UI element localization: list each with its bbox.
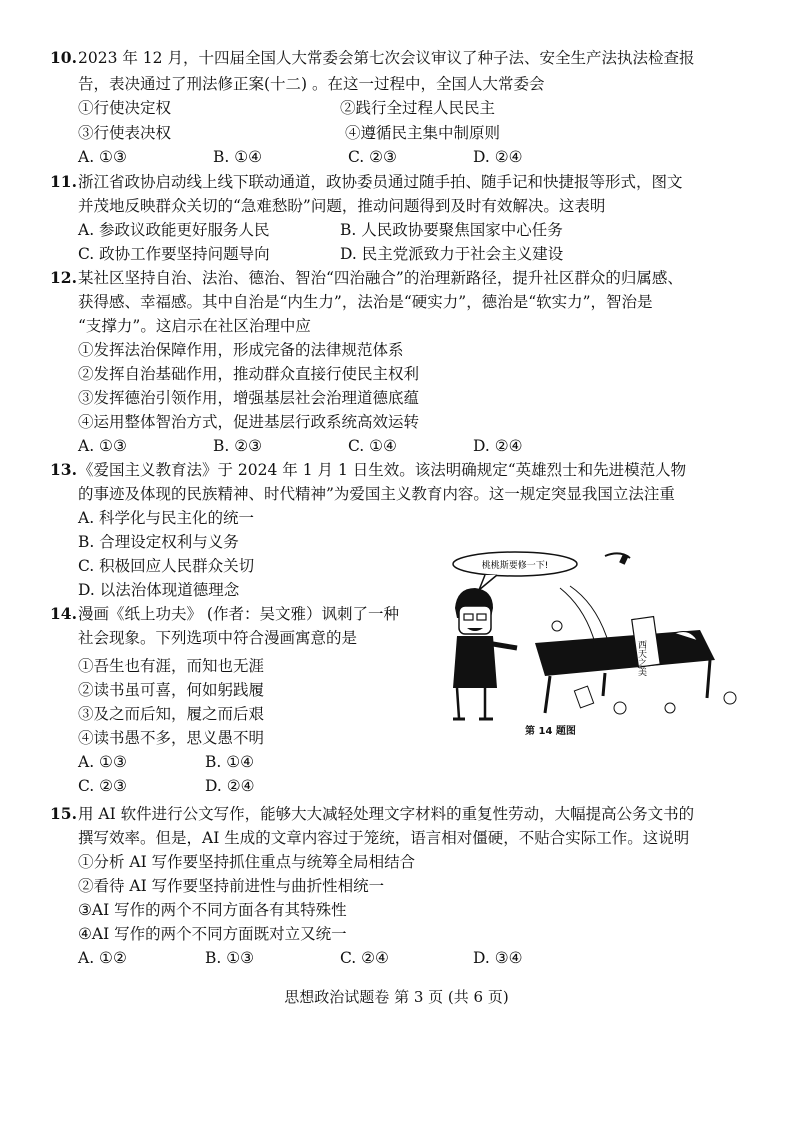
person-figure [453, 588, 517, 719]
q13-stem-line2: 的事迹及体现的民族精神、时代精神”为爱国主义教育内容。这一规定突显我国立法注重 [78, 485, 675, 503]
q12-item-2: ②发挥自治基础作用，推动群众直接行使民主权利 [78, 365, 420, 383]
desk-paper-text: 西天之美 [636, 640, 646, 676]
q12-item-3: ③发挥德治引领作用，增强基层社会治理道德底蕴 [78, 389, 420, 407]
q10-item-2: ②践行全过程人民民主 [340, 99, 496, 117]
q14-option-b: B. ①④ [205, 753, 255, 771]
desk-drawing [535, 617, 715, 713]
q11-option-d: D. 民主党派致力于社会主义建设 [340, 245, 564, 263]
q13-stem-line1: 《爱国主义教育法》于 2024 年 1 月 1 日生效。该法明确规定“英雄烈士和先进模范人物 [78, 461, 687, 479]
q11-stem-line2: 并茂地反映群众关切的“急难愁盼”问题，推动问题得到及时有效解决。这表明 [78, 197, 606, 215]
q14-item-4: ④读书愚不多，思义愚不明 [78, 729, 265, 747]
q14-item-3: ③及之而后知，履之而后艰 [78, 705, 265, 723]
q10-number: 10. [50, 48, 77, 67]
q10-item-1: ①行使决定权 [78, 99, 172, 117]
q14-number: 14. [50, 604, 77, 623]
q13-number: 13. [50, 460, 77, 479]
q15-item-3: ③AI 写作的两个不同方面各有其特殊性 [78, 901, 347, 919]
q14-stem-line1: 漫画《纸上功夫》 (作者：吴文雅）讽刺了一种 [78, 605, 399, 623]
q14-cartoon-image [445, 548, 745, 723]
q14-item-1: ①吾生也有涯，而知也无涯 [78, 657, 265, 675]
page-footer: 思想政治试题卷 第 3 页 (共 6 页) [284, 988, 509, 1006]
q12-number: 12. [50, 268, 77, 287]
q15-number: 15. [50, 804, 77, 823]
q13-option-b: B. 合理设定权利与义务 [78, 533, 239, 551]
q14-stem-line2: 社会现象。下列选项中符合漫画寓意的是 [78, 629, 358, 647]
q10-stem-line2: 告，表决通过了刑法修正案(十二) 。在这一过程中，全国人大常委会 [78, 75, 545, 93]
q15-stem-line2: 撰写效率。但是，AI 生成的文章内容过于笼统，语言相对僵硬，不贴合实际工作。这说明 [78, 829, 690, 847]
q10-option-c: C. ②③ [348, 148, 397, 166]
q14-item-2: ②读书虽可喜，何如躬践履 [78, 681, 265, 699]
q13-option-d: D. 以法治体现道德理念 [78, 581, 240, 599]
q11-stem-line1: 浙江省政协启动线上线下联动通道，政协委员通过随手拍、随手记和快捷报等形式，图文 [78, 173, 683, 191]
q15-option-a: A. ①② [78, 949, 127, 967]
q14-option-d: D. ②④ [205, 777, 255, 795]
q15-stem-line1: 用 AI 软件进行公文写作，能够大大减轻处理文字材料的重复性劳动，大幅提高公务文书的 [78, 805, 695, 823]
q15-option-c: C. ②④ [340, 949, 389, 967]
q14-option-a: A. ①③ [78, 753, 127, 771]
q12-item-1: ①发挥法治保障作用，形成完备的法律规范体系 [78, 341, 404, 359]
q10-option-a: A. ①③ [78, 148, 127, 166]
q12-option-c: C. ①④ [348, 437, 397, 455]
q12-option-b: B. ②③ [213, 437, 263, 455]
q14-option-c: C. ②③ [78, 777, 127, 795]
q11-option-b: B. 人民政协要聚焦国家中心任务 [340, 221, 563, 239]
q12-stem-line3: “支撑力”。这启示在社区治理中应 [78, 317, 311, 335]
q11-option-a: A. 参政议政能更好服务人民 [78, 221, 270, 239]
q10-option-b: B. ①④ [213, 148, 263, 166]
q10-item-3: ③行使表决权 [78, 124, 172, 142]
q12-stem-line1: 某社区坚持自治、法治、德治、智治“四治融合”的治理新路径，提升社区群众的归属感、 [78, 269, 683, 287]
q15-option-b: B. ①③ [205, 949, 255, 967]
q13-option-a: A. 科学化与民主化的统一 [78, 509, 255, 527]
q12-item-4: ④运用整体智治方式，促进基层行政系统高效运转 [78, 413, 420, 431]
q13-option-c: C. 积极回应人民群众关切 [78, 557, 255, 575]
q11-option-c: C. 政协工作要坚持问题导向 [78, 245, 270, 263]
q15-item-1: ①分析 AI 写作要坚持抓住重点与统筹全局相结合 [78, 853, 416, 871]
q14-figure-caption: 第 14 题图 [525, 726, 576, 737]
q10-stem-line1: 2023 年 12 月，十四届全国人大常委会第七次会议审议了种子法、安全生产法执法检查报 [78, 49, 695, 67]
q11-number: 11. [50, 172, 77, 191]
q12-stem-line2: 获得感、幸福感。其中自治是“内生力”，法治是“硬实力”，德治是“软实力”，智治是 [78, 293, 653, 311]
speech-bubble-text: 桃桃斯要修一下! [481, 561, 549, 571]
q15-item-4: ④AI 写作的两个不同方面既对立又统一 [78, 925, 347, 943]
q12-option-a: A. ①③ [78, 437, 127, 455]
q15-item-2: ②看待 AI 写作要坚持前进性与曲折性相统一 [78, 877, 385, 895]
q10-item-4: ④遵循民主集中制原则 [345, 124, 501, 142]
q10-option-d: D. ②④ [473, 148, 523, 166]
q15-option-d: D. ③④ [473, 949, 523, 967]
q12-option-d: D. ②④ [473, 437, 523, 455]
